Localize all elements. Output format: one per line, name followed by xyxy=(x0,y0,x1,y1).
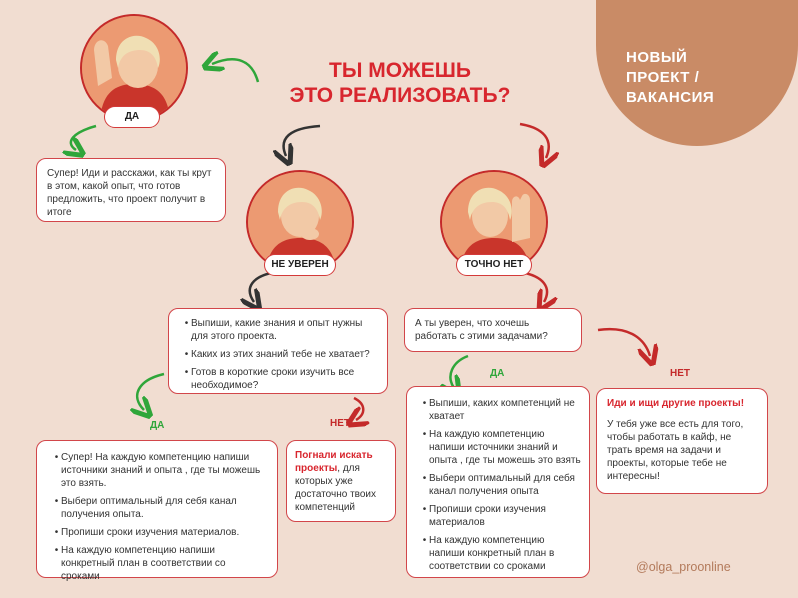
list-item: • Пропиши сроки изучения материалов. xyxy=(61,526,267,539)
list-item: • На каждую компетенцию напиши конкретный план в соответствии со сроками xyxy=(429,534,581,573)
section-tab-label: НОВЫЙ ПРОЕКТ / ВАКАНСИЯ xyxy=(626,49,715,106)
label-no-no: НЕТ xyxy=(670,368,690,379)
card-unsure-yes xyxy=(36,440,278,582)
arrow-title-to-no xyxy=(520,124,549,158)
arrow-title-to-yes xyxy=(212,59,258,82)
card-unsure-questions xyxy=(168,308,388,394)
badge-no: ТОЧНО НЕТ xyxy=(456,254,532,276)
list-item: • Выпиши, какие знания и опыт нужны для этого проекта. xyxy=(191,317,377,343)
person-waving-icon xyxy=(82,16,186,120)
list-item: • На каждую компетенцию напиши конкретный план в соответствии со сроками xyxy=(61,544,267,583)
arrow-unsure-yes xyxy=(137,374,164,410)
arrow-no-to-card xyxy=(520,272,547,302)
list-item: • Пропиши сроки изучения материалов xyxy=(429,503,581,529)
list-item: • Супер! На каждую компетенцию напиши источники знаний и опыта , где ты можешь это взять. xyxy=(61,451,267,490)
list-item: • Каких из этих знаний тебе не хватает? xyxy=(191,348,377,361)
page-title: ТЫ МОЖЕШЬ ЭТО РЕАЛИЗОВАТЬ? xyxy=(289,59,511,107)
list-item: • Выбери оптимальный для себя канал получения опыта. xyxy=(61,495,267,521)
arrow-yes-to-card xyxy=(71,126,96,150)
badge-yes: ДА xyxy=(104,106,160,128)
list-item: • Готов в короткие сроки изучить все необходимое? xyxy=(191,366,377,392)
arrow-no-no xyxy=(598,329,650,356)
card-no-question: А ты уверен, что хочешь работать с этими задачами? xyxy=(404,308,582,352)
arrow-unsure-to-card xyxy=(250,272,276,302)
label-unsure-no: НЕТ xyxy=(330,418,350,429)
badge-unsure: НЕ УВЕРЕН xyxy=(264,254,336,276)
list-item: • Выпиши, каких компетенций не хватает xyxy=(429,397,581,423)
arrow-unsure-no xyxy=(354,398,363,420)
list-item: • Выбери оптимальный для себя канал получения опыта xyxy=(429,472,581,498)
card-no-no: Иди и ищи другие проекты! У тебя уже все есть для того, чтобы работать в кайф, не трать время на задачи и проекты, которые тебе не интересны! xyxy=(596,388,768,494)
label-no-yes: ДА xyxy=(490,368,505,379)
arrow-no-yes xyxy=(450,356,468,388)
label-unsure-yes: ДА xyxy=(150,420,165,431)
card-no-yes xyxy=(406,386,590,578)
arrow-title-to-unsure xyxy=(284,126,320,156)
author-handle: @olga_proonline xyxy=(636,560,731,574)
list-item: • На каждую компетенцию напиши источники знаний и опыта , где ты можешь это взять xyxy=(429,428,581,467)
card-yes-answer: Супер! Иди и расскажи, как ты крут в этом, какой опыт, что готов предложить, что проект получит в итоге xyxy=(36,158,226,222)
card-unsure-no: Погнали искать проекты, для которых уже достаточно твоих компетенций xyxy=(286,440,396,522)
